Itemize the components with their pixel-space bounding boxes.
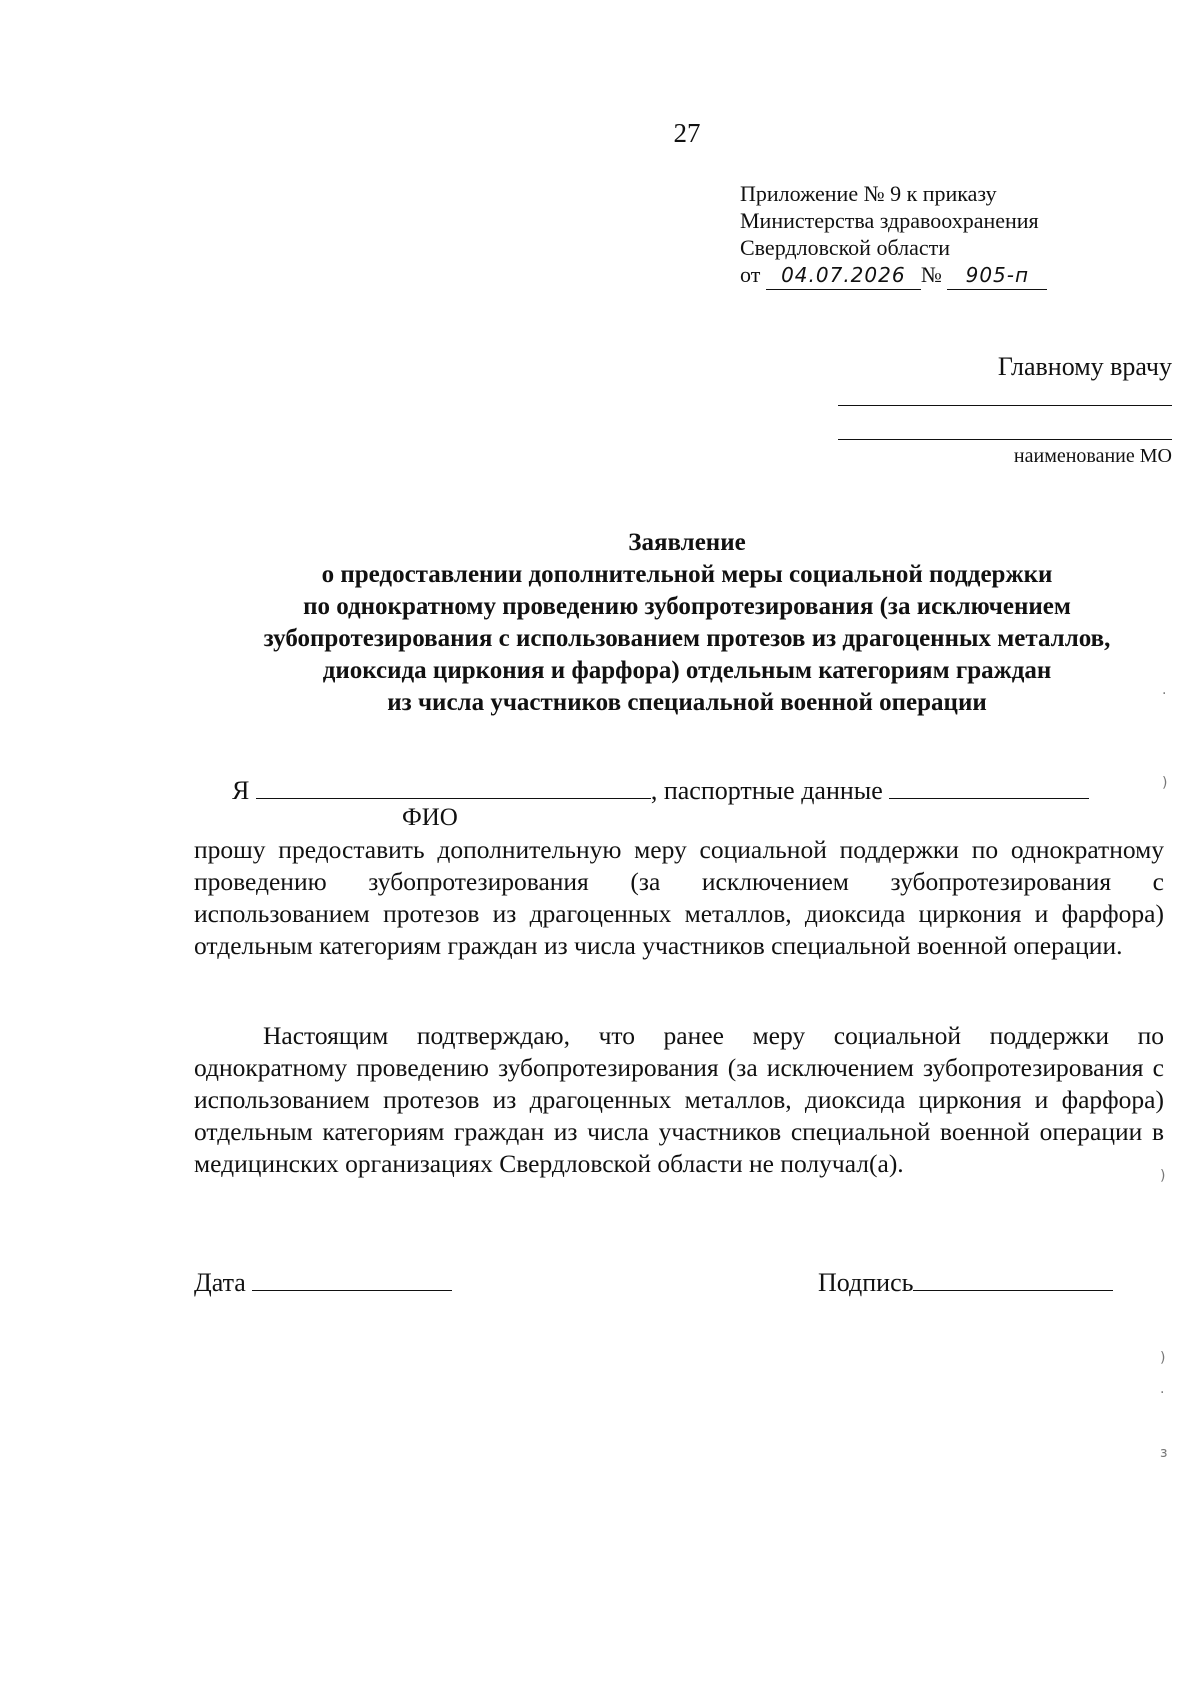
title-line-3: по однократному проведению зубопротезирования (за исключением (303, 593, 1071, 620)
title-line-4: зубопротезирования с использованием протезов из драгоценных металлов, (263, 625, 1111, 652)
handwritten-date: 04.07.2026 (766, 262, 921, 290)
passport-field (889, 778, 1089, 799)
scan-edge-mark: · (1160, 1385, 1165, 1401)
scan-edge-mark: ) (1162, 775, 1168, 791)
date-field (252, 1270, 452, 1291)
passport-label: , паспортные данные (650, 776, 883, 805)
appendix-header (740, 180, 1047, 290)
applicant-line (232, 776, 1089, 806)
scan-edge-mark: · (1162, 686, 1167, 702)
confirmation-paragraph: Настоящим подтверждаю, что ранее меру социальной поддержки по однократному проведению зубопротезирования (за исключением зубопротезирования с использованием протезов из драгоценных металлов, диоксида циркония и фарфора) отдельным категориям граждан из числа участников специальной военной операции в медицинских организациях Свердловской области не получал(а). (194, 1021, 1164, 1178)
title-line-5: диоксида циркония и фарфора) отдельным категориям граждан (322, 657, 1052, 684)
title-line-2: о предоставлении дополнительной меры социальной поддержки (321, 561, 1053, 588)
page-number: 27 (673, 118, 701, 148)
document-title (180, 527, 1194, 719)
appendix-line-3: Свердловской области (740, 235, 950, 260)
appendix-line-1: Приложение № 9 к приказу (740, 181, 997, 206)
appendix-line-2: Министерства здравоохранения (740, 208, 1039, 233)
addressee-head-doctor: Главному врачу (997, 352, 1172, 381)
appendix-date-number-line (740, 261, 1047, 290)
mo-name-line-2 (838, 439, 1172, 440)
from-label: от (740, 262, 761, 287)
fio-field (256, 778, 651, 799)
date-line (194, 1268, 452, 1298)
number-label: № (920, 262, 942, 287)
i-label: Я (232, 776, 250, 805)
mo-name-line-1 (838, 405, 1172, 406)
fio-caption: ФИО (402, 804, 458, 831)
signature-line (818, 1268, 1113, 1298)
signature-field (913, 1270, 1113, 1291)
signature-label: Подпись (818, 1268, 914, 1297)
request-paragraph: прошу предоставить дополнительную меру социальной поддержки по однократному проведению зубопротезирования (за исключением зубопротезирования с использованием протезов из драгоценных металлов, диоксида циркония и фарфора) отдельным категориям граждан из числа участников специальной военной операции. (194, 835, 1164, 960)
date-label: Дата (194, 1268, 246, 1297)
scan-edge-mark: ɜ (1160, 1445, 1168, 1461)
title-line-6: из числа участников специальной военной операции (387, 689, 987, 716)
scan-edge-mark: ) (1160, 1350, 1166, 1366)
title-line-1: Заявление (628, 529, 746, 556)
scan-edge-mark: ) (1160, 1168, 1166, 1184)
mo-name-caption: наименование МО (1013, 445, 1172, 467)
handwritten-number: 905-п (947, 262, 1047, 290)
